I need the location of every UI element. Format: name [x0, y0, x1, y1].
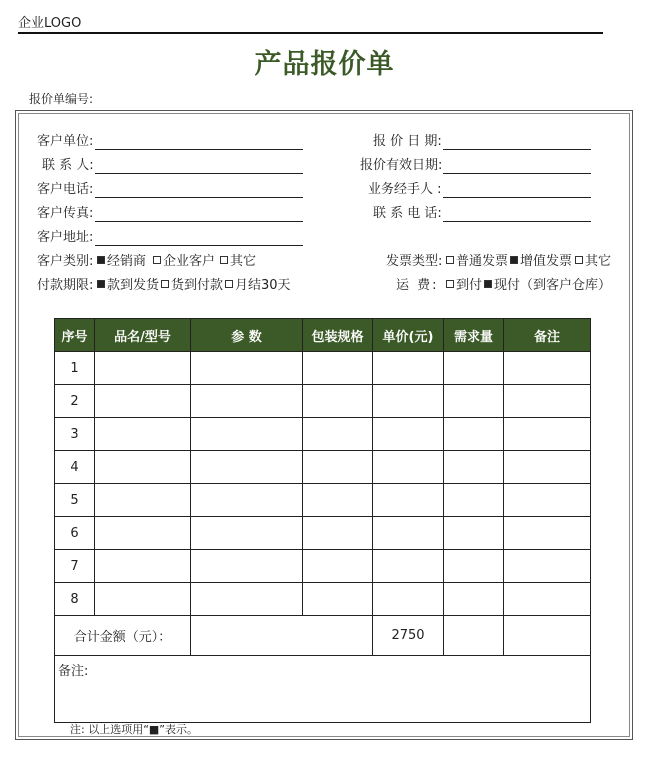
header-params: 参 数	[191, 319, 303, 352]
checkbox-empty-icon	[161, 280, 169, 288]
table-row	[55, 385, 591, 418]
cell-product[interactable]	[95, 517, 191, 550]
customer-type-option-enterprise[interactable]: 企业客户	[153, 250, 215, 269]
cell-remarks[interactable]	[504, 583, 591, 616]
table-row	[55, 517, 591, 550]
notes-label: 备注:	[58, 664, 89, 679]
header-packaging: 包装规格	[303, 319, 373, 352]
table-row	[55, 550, 591, 583]
cell-product[interactable]	[95, 418, 191, 451]
checkbox-filled-icon	[97, 280, 105, 288]
cell-remarks[interactable]	[504, 451, 591, 484]
cell-quantity[interactable]	[444, 451, 504, 484]
customer-company-label: 客户单位:	[37, 134, 94, 149]
header-product-model: 品名/型号	[95, 319, 191, 352]
quote-valid-date-label: 报价有效日期:	[360, 158, 443, 173]
total-row	[55, 616, 591, 656]
freight-label: 运 费:	[396, 278, 439, 293]
footnote: 注: 以上选项用“■”表示。	[70, 723, 198, 736]
checkbox-empty-icon	[446, 280, 454, 288]
cell-params[interactable]	[191, 583, 303, 616]
row-seq: 8	[55, 583, 95, 616]
table-row	[55, 418, 591, 451]
checkbox-empty-icon	[446, 256, 454, 264]
quote-items-table	[54, 318, 591, 723]
cell-params[interactable]	[191, 385, 303, 418]
customer-fax-field[interactable]	[95, 221, 303, 222]
customer-type-label: 客户类别:	[37, 254, 94, 269]
sales-manager-field[interactable]	[443, 197, 591, 198]
cell-packaging[interactable]	[303, 583, 373, 616]
cell-params[interactable]	[191, 451, 303, 484]
cell-price[interactable]	[373, 352, 444, 385]
cell-packaging[interactable]	[303, 484, 373, 517]
cell-quantity[interactable]	[444, 517, 504, 550]
customer-type-option-other[interactable]: 其它	[220, 250, 256, 269]
contact-phone-field[interactable]	[443, 221, 591, 222]
total-remarks-cell	[504, 616, 591, 656]
payment-term-option-cod[interactable]: 货到付款	[161, 274, 223, 293]
cell-params[interactable]	[191, 352, 303, 385]
checkbox-filled-icon	[97, 256, 105, 264]
contact-person-label: 联 系 人:	[42, 158, 94, 173]
cell-product[interactable]	[95, 385, 191, 418]
cell-price[interactable]	[373, 451, 444, 484]
cell-params[interactable]	[191, 484, 303, 517]
freight-option-prepaid[interactable]: 现付（到客户仓库）	[484, 274, 611, 293]
cell-params[interactable]	[191, 517, 303, 550]
invoice-type-option-normal[interactable]: 普通发票	[446, 250, 508, 269]
invoice-type-option-vat[interactable]: 增值发票	[510, 250, 572, 269]
row-seq: 7	[55, 550, 95, 583]
contact-person-field[interactable]	[95, 173, 303, 174]
cell-product[interactable]	[95, 550, 191, 583]
cell-remarks[interactable]	[504, 550, 591, 583]
cell-quantity[interactable]	[444, 484, 504, 517]
customer-fax-label: 客户传真:	[37, 206, 94, 221]
header-quantity: 需求量	[444, 319, 504, 352]
cell-quantity[interactable]	[444, 385, 504, 418]
invoice-type-label: 发票类型:	[386, 254, 443, 269]
cell-price[interactable]	[373, 418, 444, 451]
cell-product[interactable]	[95, 583, 191, 616]
cell-price[interactable]	[373, 517, 444, 550]
header-seq: 序号	[55, 319, 95, 352]
total-value: 2750	[373, 616, 444, 656]
sales-manager-label: 业务经手人 :	[368, 182, 442, 197]
table-row	[55, 352, 591, 385]
payment-term-label: 付款期限:	[37, 278, 94, 293]
cell-quantity[interactable]	[444, 550, 504, 583]
cell-remarks[interactable]	[504, 352, 591, 385]
page-title: 产品报价单	[254, 49, 395, 80]
table-row	[55, 484, 591, 517]
cell-packaging[interactable]	[303, 550, 373, 583]
cell-quantity[interactable]	[444, 352, 504, 385]
cell-remarks[interactable]	[504, 418, 591, 451]
customer-address-label: 客户地址:	[37, 230, 94, 245]
invoice-type-option-other[interactable]: 其它	[575, 250, 611, 269]
cell-price[interactable]	[373, 484, 444, 517]
cell-quantity[interactable]	[444, 418, 504, 451]
checkbox-filled-icon	[484, 280, 492, 288]
cell-packaging[interactable]	[303, 517, 373, 550]
header-unit-price: 单价(元)	[373, 319, 444, 352]
total-quantity-cell	[444, 616, 504, 656]
row-seq: 3	[55, 418, 95, 451]
freight-option-collect[interactable]: 到付	[446, 274, 482, 293]
checkbox-empty-icon	[575, 256, 583, 264]
cell-remarks[interactable]	[504, 385, 591, 418]
checkbox-filled-icon	[510, 256, 518, 264]
cell-price[interactable]	[373, 550, 444, 583]
payment-term-option-monthly[interactable]: 月结30天	[225, 274, 291, 293]
notes-cell[interactable]	[55, 656, 591, 723]
cell-price[interactable]	[373, 385, 444, 418]
header-divider	[18, 32, 603, 34]
customer-type-option-distributor[interactable]: 经销商	[97, 250, 146, 269]
quote-number-label: 报价单编号:	[29, 92, 94, 106]
row-seq: 1	[55, 352, 95, 385]
cell-packaging[interactable]	[303, 385, 373, 418]
cell-packaging[interactable]	[303, 418, 373, 451]
cell-params[interactable]	[191, 418, 303, 451]
cell-product[interactable]	[95, 484, 191, 517]
table-row	[55, 583, 591, 616]
quote-date-label: 报 价 日 期:	[373, 134, 442, 149]
notes-row	[55, 656, 591, 723]
cell-product[interactable]	[95, 451, 191, 484]
table-row	[55, 451, 591, 484]
customer-phone-field[interactable]	[95, 197, 303, 198]
cell-remarks[interactable]	[504, 484, 591, 517]
checkbox-empty-icon	[220, 256, 228, 264]
customer-address-field[interactable]	[95, 245, 303, 246]
cell-remarks[interactable]	[504, 517, 591, 550]
row-seq: 4	[55, 451, 95, 484]
cell-product[interactable]	[95, 352, 191, 385]
customer-phone-label: 客户电话:	[37, 182, 94, 197]
quote-date-field[interactable]	[443, 149, 591, 150]
contact-phone-label: 联 系 电 话:	[373, 206, 442, 221]
cell-packaging[interactable]	[303, 352, 373, 385]
header-remarks: 备注	[504, 319, 591, 352]
checkbox-empty-icon	[225, 280, 233, 288]
checkbox-empty-icon	[153, 256, 161, 264]
row-seq: 6	[55, 517, 95, 550]
row-seq: 5	[55, 484, 95, 517]
payment-term-option-prepay[interactable]: 款到发货	[97, 274, 159, 293]
company-logo-text: 企业LOGO	[18, 16, 82, 31]
cell-params[interactable]	[191, 550, 303, 583]
customer-company-field[interactable]	[95, 149, 303, 150]
quote-valid-date-field[interactable]	[443, 173, 591, 174]
cell-price[interactable]	[373, 583, 444, 616]
cell-quantity[interactable]	[444, 583, 504, 616]
cell-packaging[interactable]	[303, 451, 373, 484]
total-spacer	[191, 616, 373, 656]
total-label: 合计金额（元）：	[55, 616, 191, 656]
table-header-row	[55, 319, 591, 352]
row-seq: 2	[55, 385, 95, 418]
